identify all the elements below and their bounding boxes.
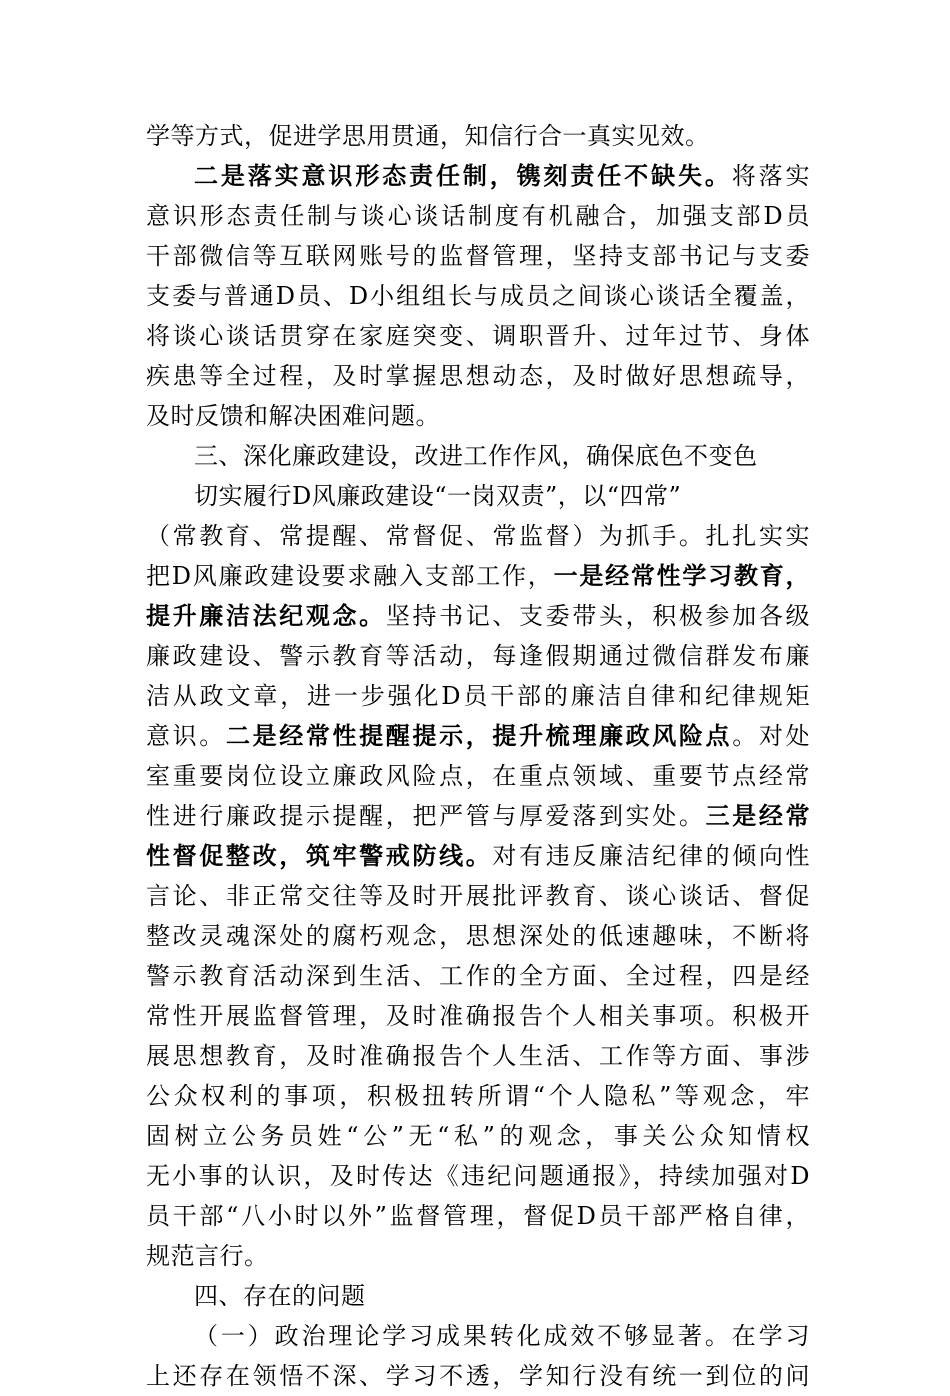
body-text: 坚持书记、支委带头，积极参加各级 <box>385 602 810 630</box>
body-line: 员干部“八小时以外”监督管理，督促D员干部严格自律， <box>146 1202 810 1230</box>
bold-heading: 一是经常性学习教育， <box>553 561 810 590</box>
section-heading: 三、深化廉政建设，改进工作作风，确保底色不变色 <box>194 442 758 470</box>
bold-heading: 二是经常性提醒提示，提升梳理廉政风险点 <box>225 721 733 750</box>
body-line: 上还存在领悟不深、学习不透，学知行没有统一到位的问 <box>146 1362 810 1390</box>
body-line: 切实履行D风廉政建设“一岗双责”，以“四常” <box>194 482 682 510</box>
body-line: 廉政建设、警示教育等活动，每逢假期通过微信群发布廉 <box>146 642 810 670</box>
body-line: 支委与普通D员、D小组组长与成员之间谈心谈话全覆盖， <box>146 282 810 310</box>
body-line: 洁从政文章，进一步强化D员干部的廉洁自律和纪律规矩 <box>146 682 810 710</box>
document-page <box>146 116 810 1396</box>
bold-heading: 二是落实意识形态责任制，镌刻责任不缺失。 <box>194 161 732 190</box>
body-line: 及时反馈和解决困难问题。 <box>146 402 440 430</box>
body-text: 意识。 <box>146 722 226 750</box>
body-line <box>146 836 810 876</box>
body-line: （常教育、常提醒、常督促、常监督）为抓手。扎扎实实 <box>146 522 810 550</box>
body-line <box>146 556 810 596</box>
body-line: 疾患等全过程，及时掌握思想动态，及时做好思想疏导， <box>146 362 810 390</box>
body-line <box>146 796 810 836</box>
body-line: 学等方式，促进学思用贯通，知信行合一真实见效。 <box>146 122 710 150</box>
body-line: 警示教育活动深到生活、工作的全方面、全过程，四是经 <box>146 962 810 990</box>
body-line: 规范言行。 <box>146 1242 269 1270</box>
body-line: 公众权利的事项，积极扭转所谓“个人隐私”等观念，牢 <box>146 1082 810 1110</box>
body-line: 常性开展监督管理，及时准确报告个人相关事项。积极开 <box>146 1002 810 1030</box>
bold-heading: 提升廉洁法纪观念。 <box>146 601 386 630</box>
body-line: （一）政治理论学习成果转化成效不够显著。在学习 <box>194 1322 810 1350</box>
body-line: 言论、非正常交往等及时开展批评教育、谈心谈话、督促 <box>146 882 810 910</box>
body-line: 展思想教育，及时准确报告个人生活、工作等方面、事涉 <box>146 1042 810 1070</box>
body-line: 干部微信等互联网账号的监督管理，坚持支部书记与支委 <box>146 242 810 270</box>
body-line: 固树立公务员姓“公”无“私”的观念，事关公众知情权 <box>146 1122 810 1150</box>
body-text: 对有违反廉洁纪律的倾向性 <box>492 842 811 870</box>
body-text: 性进行廉政提示提醒，把严管与厚爱落到实处。 <box>146 802 706 830</box>
body-line: 将谈心谈话贯穿在家庭突变、调职晋升、过年过节、身体 <box>146 322 810 350</box>
bold-heading: 三是经常 <box>705 801 810 830</box>
body-line <box>146 596 810 636</box>
body-text: 将落实 <box>731 162 811 190</box>
bold-heading: 性督促整改，筑牢警戒防线。 <box>146 841 493 870</box>
body-line: 无小事的认识，及时传达《违纪问题通报》，持续加强对D <box>146 1162 810 1190</box>
section-heading: 四、存在的问题 <box>194 1282 366 1310</box>
body-line: 意识形态责任制与谈心谈话制度有机融合，加强支部D员 <box>146 202 810 230</box>
body-text: 把D风廉政建设要求融入支部工作， <box>146 562 554 590</box>
body-line: 整改灵魂深处的腐朽观念，思想深处的低速趣味，不断将 <box>146 922 810 950</box>
body-line: 室重要岗位设立廉政风险点，在重点领域、重要节点经常 <box>146 762 810 790</box>
body-line <box>146 716 810 756</box>
body-text: 。对处 <box>732 722 811 750</box>
body-line <box>146 156 810 196</box>
